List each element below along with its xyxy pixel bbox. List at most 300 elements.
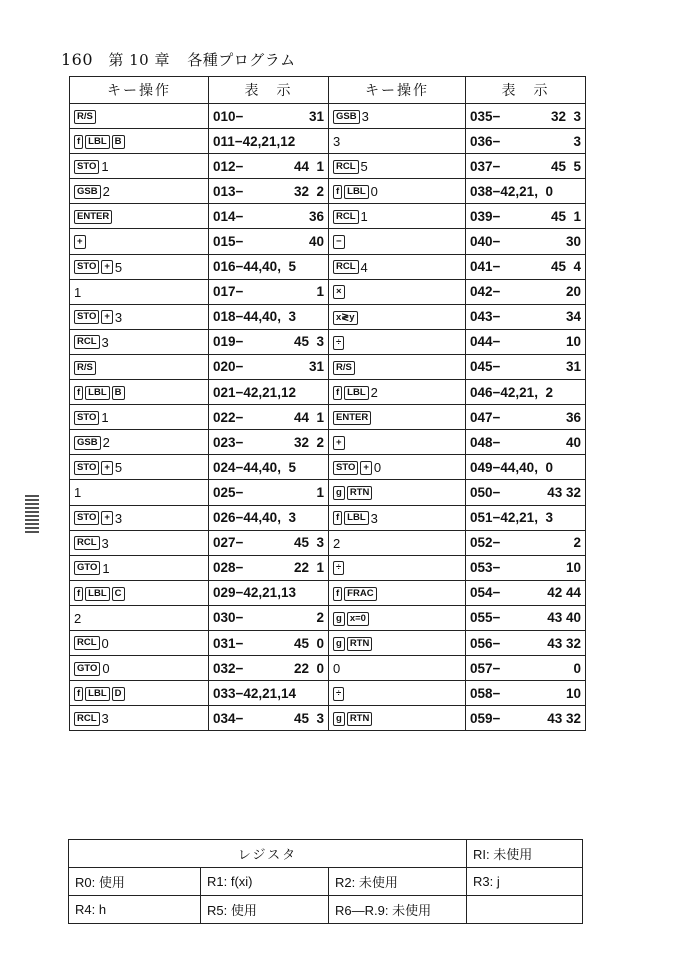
- display-cell: [209, 354, 329, 379]
- key-digit: 0: [333, 661, 341, 677]
- display-step: 040−: [470, 234, 501, 250]
- display-cell: [209, 405, 329, 430]
- calculator-key: ÷: [333, 561, 344, 575]
- display-step: 047−: [470, 409, 501, 425]
- display-code: 45 4: [550, 259, 581, 275]
- key-sequence-cell: [329, 455, 466, 480]
- display-step: 048−: [470, 434, 501, 450]
- calculator-key: STO: [74, 511, 99, 525]
- display-code: 43 32: [547, 710, 581, 726]
- display-step: 043−: [470, 309, 501, 325]
- display-cell: [466, 179, 586, 204]
- display-step: 023−: [213, 434, 244, 450]
- key-sequence-cell: [70, 605, 209, 630]
- calculator-key: FRAC: [344, 587, 376, 601]
- display-cell: [209, 179, 329, 204]
- display-step: 024−44,40, 5: [213, 459, 296, 475]
- key-sequence-cell: [70, 430, 209, 455]
- calculator-key: LBL: [85, 687, 109, 701]
- table-row: [70, 630, 586, 655]
- table-row: [70, 555, 586, 580]
- table-row: [70, 605, 586, 630]
- key-digit: 5: [360, 159, 368, 175]
- display-cell: [209, 681, 329, 706]
- calculator-key: STO: [74, 411, 99, 425]
- display-cell: [466, 204, 586, 229]
- key-sequence-cell: [70, 229, 209, 254]
- key-digit: 2: [333, 535, 341, 551]
- key-digit: 1: [101, 410, 109, 426]
- calculator-key: STO: [74, 160, 99, 174]
- display-step: 029−42,21,13: [213, 585, 296, 601]
- calculator-key: g: [333, 612, 345, 626]
- key-sequence-cell: [329, 405, 466, 430]
- table-row: [70, 154, 586, 179]
- display-cell: [466, 505, 586, 530]
- calculator-key: RTN: [347, 637, 373, 651]
- key-sequence-cell: [329, 480, 466, 505]
- display-cell: [466, 630, 586, 655]
- display-step: 033−42,21,14: [213, 685, 296, 701]
- key-sequence-cell: [70, 279, 209, 304]
- display-cell: [209, 304, 329, 329]
- key-digit: 1: [360, 209, 368, 225]
- display-code: 44 1: [293, 158, 324, 174]
- key-sequence-cell: [70, 204, 209, 229]
- key-sequence-cell: [329, 656, 466, 681]
- calculator-key: B: [112, 135, 125, 149]
- table-row: [70, 129, 586, 154]
- page-number: 160: [61, 50, 94, 69]
- key-sequence-cell: [329, 530, 466, 555]
- display-cell: [466, 254, 586, 279]
- key-digit: 3: [361, 109, 369, 125]
- calculator-key: +: [333, 436, 345, 450]
- col-header-keys: キー操作: [70, 77, 209, 104]
- key-sequence-cell: [70, 656, 209, 681]
- display-step: 020−: [213, 359, 244, 375]
- calculator-key: +: [360, 461, 372, 475]
- calculator-key: f: [74, 587, 83, 601]
- display-code: 43 32: [547, 484, 581, 500]
- display-step: 050−: [470, 484, 501, 500]
- display-step: 013−: [213, 183, 244, 199]
- calculator-key: ×: [333, 285, 345, 299]
- table-row: [70, 254, 586, 279]
- display-code: 31: [565, 359, 581, 375]
- display-code: 31: [308, 108, 324, 124]
- display-step: 015−: [213, 234, 244, 250]
- display-code: 1: [316, 484, 324, 500]
- calculator-key: f: [333, 185, 342, 199]
- chapter-label: 第 10 章: [108, 51, 170, 69]
- display-code: 45 5: [550, 158, 581, 174]
- display-code: 36: [308, 208, 324, 224]
- table-row: [70, 380, 586, 405]
- display-step: 027−: [213, 535, 244, 551]
- display-cell: [466, 154, 586, 179]
- calculator-key: LBL: [344, 185, 368, 199]
- display-step: 042−: [470, 284, 501, 300]
- display-code: 2: [573, 535, 581, 551]
- key-sequence-cell: [329, 304, 466, 329]
- key-digit: 0: [102, 661, 110, 677]
- margin-code-mark: [25, 493, 39, 533]
- display-step: 035−: [470, 108, 501, 124]
- display-step: 031−: [213, 635, 244, 651]
- key-digit: 2: [370, 385, 378, 401]
- register-r6-9: R6―R.9: 未使用: [329, 896, 467, 924]
- key-digit: 1: [102, 560, 110, 576]
- calculator-key: g: [333, 486, 345, 500]
- program-rows: [70, 104, 586, 731]
- display-cell: [209, 254, 329, 279]
- display-cell: [466, 580, 586, 605]
- display-cell: [209, 430, 329, 455]
- display-step: 052−: [470, 535, 501, 551]
- display-step: 022−: [213, 409, 244, 425]
- display-cell: [466, 706, 586, 731]
- display-step: 049−44,40, 0: [470, 459, 553, 475]
- key-sequence-cell: [329, 279, 466, 304]
- display-step: 046−42,21, 2: [470, 384, 553, 400]
- calculator-key: −: [333, 235, 345, 249]
- display-code: 1: [316, 284, 324, 300]
- display-step: 045−: [470, 359, 501, 375]
- display-step: 055−: [470, 610, 501, 626]
- key-sequence-cell: [329, 380, 466, 405]
- key-sequence-cell: [329, 179, 466, 204]
- register-ri: RI: 未使用: [467, 840, 583, 868]
- display-cell: [209, 605, 329, 630]
- display-code: 2: [316, 610, 324, 626]
- display-cell: [209, 104, 329, 129]
- display-code: 0: [573, 660, 581, 676]
- display-cell: [466, 304, 586, 329]
- display-step: 018−44,40, 3: [213, 309, 296, 325]
- calculator-key: RCL: [74, 335, 100, 349]
- display-cell: [466, 129, 586, 154]
- display-cell: [209, 480, 329, 505]
- display-cell: [466, 681, 586, 706]
- key-sequence-cell: [329, 129, 466, 154]
- table-row: [70, 104, 586, 129]
- calculator-key: C: [112, 587, 125, 601]
- calculator-key: ÷: [333, 687, 344, 701]
- display-step: 017−: [213, 284, 244, 300]
- key-digit: 3: [101, 334, 109, 350]
- key-sequence-cell: [70, 681, 209, 706]
- key-sequence-cell: [70, 455, 209, 480]
- calculator-key: D: [112, 687, 125, 701]
- key-sequence-cell: [70, 129, 209, 154]
- display-step: 044−: [470, 334, 501, 350]
- key-digit: 3: [114, 309, 123, 325]
- register-r4: R4: h: [69, 896, 201, 924]
- display-cell: [466, 279, 586, 304]
- display-step: 011−42,21,12: [213, 133, 296, 149]
- calculator-key: RCL: [333, 260, 359, 274]
- key-sequence-cell: [329, 706, 466, 731]
- display-cell: [466, 656, 586, 681]
- display-code: 44 1: [293, 409, 324, 425]
- register-table: [68, 839, 583, 924]
- calculator-key: LBL: [85, 135, 109, 149]
- table-row: [70, 279, 586, 304]
- key-sequence-cell: [329, 555, 466, 580]
- table-row: [70, 681, 586, 706]
- table-header-row: [70, 77, 586, 104]
- key-digit: 3: [333, 134, 341, 150]
- table-row: [70, 430, 586, 455]
- display-step: 028−: [213, 560, 244, 576]
- key-digit: 3: [370, 510, 378, 526]
- key-sequence-cell: [329, 254, 466, 279]
- register-empty: [467, 896, 583, 924]
- display-step: 016−44,40, 5: [213, 259, 296, 275]
- table-row: [70, 405, 586, 430]
- calculator-key: +: [101, 511, 113, 525]
- display-cell: [466, 480, 586, 505]
- key-sequence-cell: [70, 329, 209, 354]
- key-sequence-cell: [329, 605, 466, 630]
- key-digit: 5: [114, 460, 123, 476]
- display-step: 012−: [213, 158, 244, 174]
- display-cell: [466, 354, 586, 379]
- calculator-key: f: [74, 135, 83, 149]
- calculator-key: RTN: [347, 486, 373, 500]
- display-cell: [209, 555, 329, 580]
- display-cell: [209, 656, 329, 681]
- display-step: 036−: [470, 133, 501, 149]
- display-cell: [209, 505, 329, 530]
- table-row: [70, 480, 586, 505]
- key-sequence-cell: [70, 530, 209, 555]
- key-sequence-cell: [70, 154, 209, 179]
- display-code: 20: [565, 284, 581, 300]
- key-sequence-cell: [70, 505, 209, 530]
- display-code: 43 40: [547, 610, 581, 626]
- key-sequence-cell: [329, 104, 466, 129]
- display-cell: [466, 329, 586, 354]
- calculator-key: GSB: [333, 110, 360, 124]
- display-code: 10: [565, 560, 581, 576]
- calculator-key: STO: [333, 461, 358, 475]
- display-cell: [209, 580, 329, 605]
- display-cell: [466, 104, 586, 129]
- calculator-key: x≷y: [333, 311, 358, 325]
- display-step: 038−42,21, 0: [470, 183, 553, 199]
- display-step: 021−42,21,12: [213, 384, 296, 400]
- display-step: 010−: [213, 108, 244, 124]
- display-cell: [209, 630, 329, 655]
- calculator-key: STO: [74, 260, 99, 274]
- display-step: 054−: [470, 585, 501, 601]
- display-cell: [209, 204, 329, 229]
- calculator-key: f: [333, 511, 342, 525]
- key-digit: 2: [102, 184, 110, 200]
- display-code: 10: [565, 685, 581, 701]
- calculator-key: +: [101, 260, 113, 274]
- display-step: 014−: [213, 208, 244, 224]
- display-step: 025−: [213, 484, 244, 500]
- chapter-title: 各種プログラム: [187, 51, 296, 69]
- display-step: 030−: [213, 610, 244, 626]
- table-row: [70, 530, 586, 555]
- display-code: 31: [308, 359, 324, 375]
- calculator-key: RCL: [74, 536, 100, 550]
- calculator-key: RCL: [74, 712, 100, 726]
- register-r0: R0: 使用: [69, 868, 201, 896]
- display-cell: [466, 430, 586, 455]
- display-cell: [466, 405, 586, 430]
- key-sequence-cell: [70, 580, 209, 605]
- display-cell: [466, 455, 586, 480]
- calculator-key: B: [112, 386, 125, 400]
- table-row: [70, 505, 586, 530]
- calculator-key: RCL: [333, 210, 359, 224]
- display-cell: [209, 279, 329, 304]
- key-sequence-cell: [70, 555, 209, 580]
- key-sequence-cell: [329, 681, 466, 706]
- display-code: 32 2: [293, 434, 324, 450]
- calculator-key: g: [333, 637, 345, 651]
- display-step: 026−44,40, 3: [213, 510, 296, 526]
- display-cell: [209, 455, 329, 480]
- display-cell: [209, 129, 329, 154]
- calculator-key: GTO: [74, 561, 100, 575]
- table-row: [70, 329, 586, 354]
- display-step: 032−: [213, 660, 244, 676]
- display-code: 22 1: [293, 560, 324, 576]
- calculator-key: LBL: [344, 386, 368, 400]
- calculator-key: RCL: [74, 636, 100, 650]
- key-sequence-cell: [70, 304, 209, 329]
- display-code: 22 0: [293, 660, 324, 676]
- calculator-key: ÷: [333, 336, 344, 350]
- calculator-key: ENTER: [333, 411, 371, 425]
- col-header-keys-2: キー操作: [329, 77, 466, 104]
- program-table: [69, 76, 586, 731]
- calculator-key: x=0: [347, 612, 369, 626]
- table-row: [70, 204, 586, 229]
- table-row: [70, 179, 586, 204]
- calculator-key: LBL: [344, 511, 368, 525]
- col-header-display: 表 示: [209, 77, 329, 104]
- calculator-key: LBL: [85, 587, 109, 601]
- calculator-key: R/S: [333, 361, 355, 375]
- key-digit: 1: [74, 284, 82, 300]
- key-digit: 0: [101, 635, 109, 651]
- display-step: 041−: [470, 259, 501, 275]
- display-code: 32 2: [293, 183, 324, 199]
- calculator-key: +: [101, 461, 113, 475]
- table-row: [70, 229, 586, 254]
- key-sequence-cell: [70, 706, 209, 731]
- display-cell: [209, 229, 329, 254]
- display-cell: [466, 229, 586, 254]
- register-r3: R3: j: [467, 868, 583, 896]
- key-sequence-cell: [70, 354, 209, 379]
- calculator-key: GSB: [74, 436, 101, 450]
- table-row: [70, 304, 586, 329]
- calculator-key: STO: [74, 461, 99, 475]
- display-step: 051−42,21, 3: [470, 510, 553, 526]
- display-step: 053−: [470, 560, 501, 576]
- key-digit: 2: [102, 435, 110, 451]
- display-cell: [209, 706, 329, 731]
- calculator-key: R/S: [74, 361, 96, 375]
- table-row: [70, 656, 586, 681]
- calculator-key: STO: [74, 310, 99, 324]
- key-sequence-cell: [70, 179, 209, 204]
- key-digit: 4: [360, 259, 368, 275]
- display-code: 34: [565, 309, 581, 325]
- key-digit: 3: [114, 510, 123, 526]
- display-step: 056−: [470, 635, 501, 651]
- display-cell: [209, 380, 329, 405]
- display-cell: [466, 530, 586, 555]
- key-digit: 3: [101, 711, 109, 727]
- key-sequence-cell: [329, 505, 466, 530]
- display-code: 45 3: [293, 334, 324, 350]
- display-step: 037−: [470, 158, 501, 174]
- display-step: 039−: [470, 208, 501, 224]
- key-sequence-cell: [70, 104, 209, 129]
- key-digit: 1: [101, 159, 109, 175]
- key-sequence-cell: [329, 154, 466, 179]
- display-code: 45 0: [293, 635, 324, 651]
- display-code: 40: [565, 434, 581, 450]
- calculator-key: R/S: [74, 110, 96, 124]
- calculator-key: g: [333, 712, 345, 726]
- display-step: 057−: [470, 660, 501, 676]
- display-step: 019−: [213, 334, 244, 350]
- table-row: [70, 455, 586, 480]
- calculator-key: +: [101, 310, 113, 324]
- display-code: 45 3: [293, 535, 324, 551]
- key-sequence-cell: [70, 630, 209, 655]
- display-cell: [466, 605, 586, 630]
- key-digit: 1: [74, 485, 82, 501]
- calculator-key: GSB: [74, 185, 101, 199]
- page-header: [61, 49, 296, 70]
- key-sequence-cell: [70, 254, 209, 279]
- calculator-key: f: [333, 386, 342, 400]
- key-sequence-cell: [329, 329, 466, 354]
- display-code: 10: [565, 334, 581, 350]
- table-row: [70, 354, 586, 379]
- display-code: 40: [308, 234, 324, 250]
- register-r1: R1: f(xi): [201, 868, 329, 896]
- key-sequence-cell: [329, 354, 466, 379]
- key-sequence-cell: [70, 480, 209, 505]
- display-code: 43 32: [547, 635, 581, 651]
- key-digit: 3: [101, 535, 109, 551]
- display-step: 058−: [470, 685, 501, 701]
- calculator-key: RTN: [347, 712, 373, 726]
- display-code: 30: [565, 234, 581, 250]
- key-digit: 5: [114, 259, 123, 275]
- calculator-key: f: [74, 687, 83, 701]
- key-sequence-cell: [70, 405, 209, 430]
- key-sequence-cell: [329, 204, 466, 229]
- register-r5: R5: 使用: [201, 896, 329, 924]
- display-code: 36: [565, 409, 581, 425]
- calculator-key: ENTER: [74, 210, 112, 224]
- key-digit: 0: [373, 460, 382, 476]
- calculator-key: RCL: [333, 160, 359, 174]
